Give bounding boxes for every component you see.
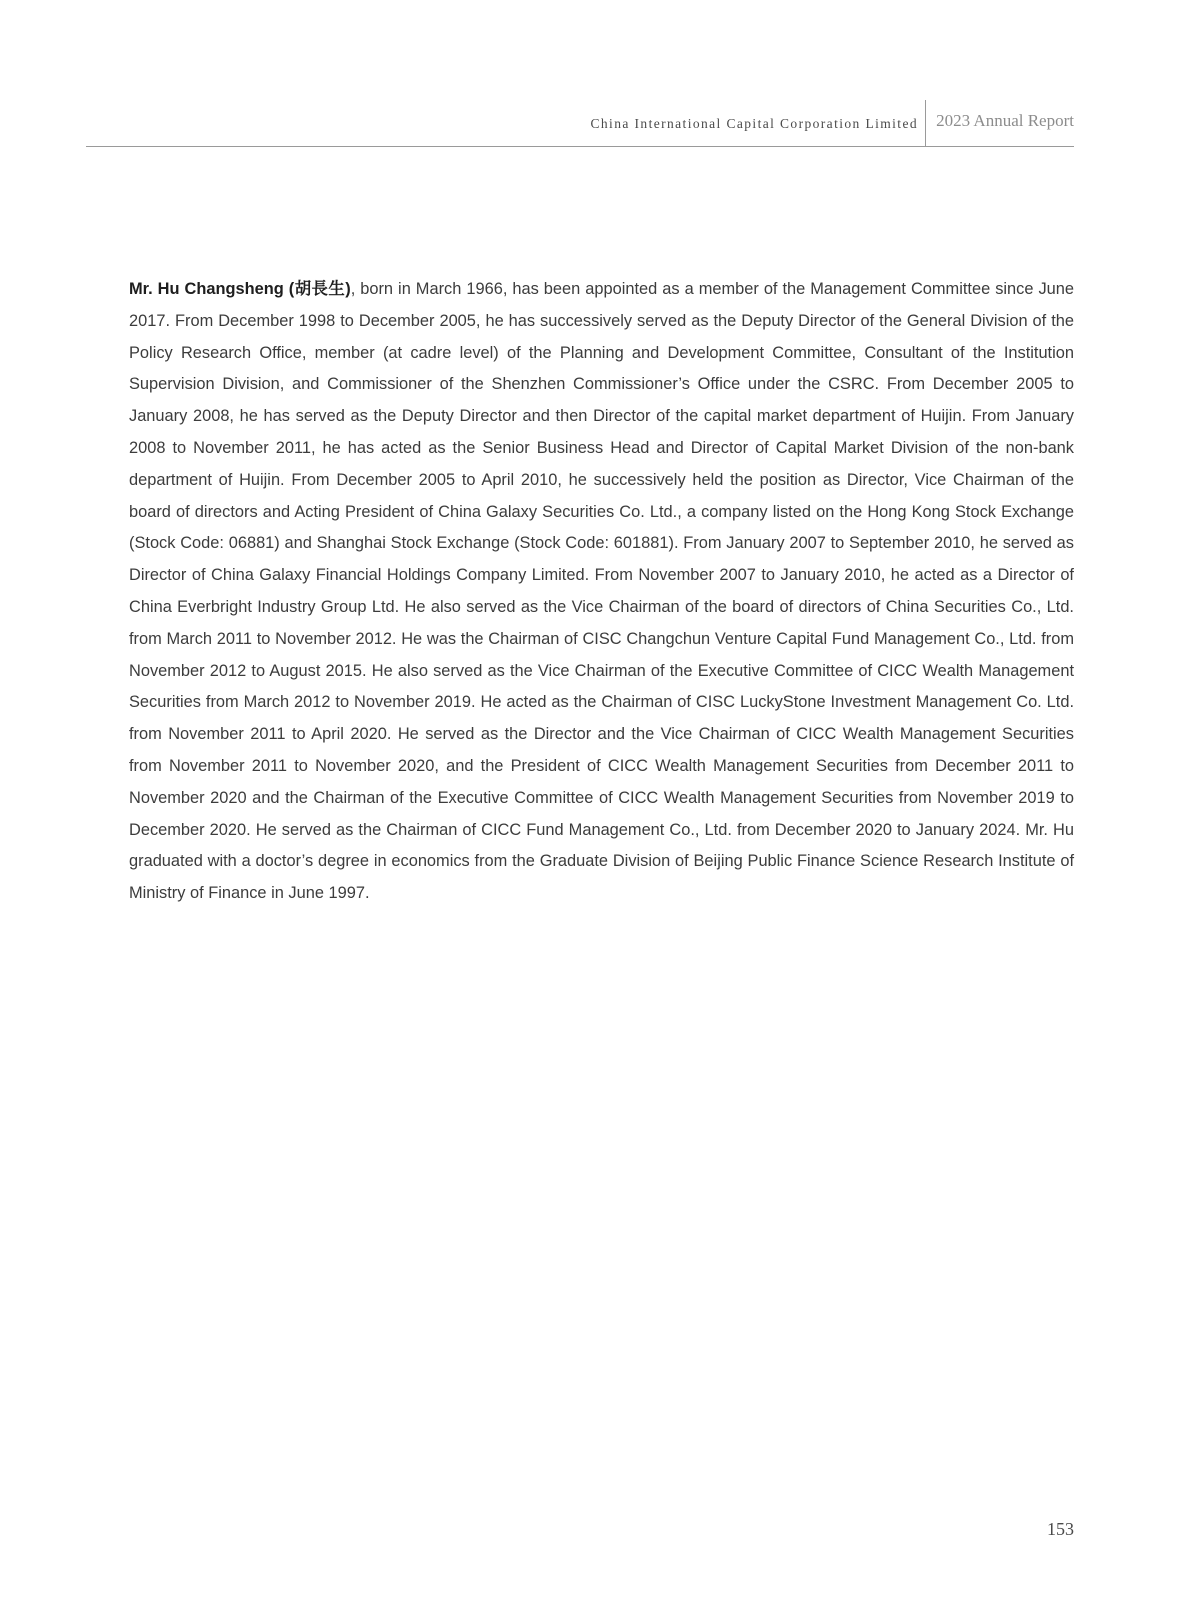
header-report-title: 2023 Annual Report — [936, 111, 1074, 130]
page-header — [86, 100, 1074, 147]
bio-text: , born in March 1966, has been appointed as a member of the Management Committee since June 2017. From December 1998 to December 2005, he has successively served as the Deputy Director of the General Division of the Policy Research Office, member (at cadre level) of the Planning and Development Committee, Consultant of the Institution Supervision Division, and Commissioner of the Shenzhen Commissioner’s Office under the CSRC. From December 2005 to January 2008, he has served as the Deputy Director and then Director of the capital market department of Huijin. From January 2008 to November 2011, he has acted as the Senior Business Head and Director of Capital Market Division of the non-bank department of Huijin. From December 2005 to April 2010, he successively held the position as Director, Vice Chairman of the board of directors and Acting President of China Galaxy Securities Co. Ltd., a company listed on the Hong Kong Stock Exchange (Stock Code: 06881) and Shanghai Stock Exchange (Stock Code: 601881). From January 2007 to September 2010, he served as Director of China Galaxy Financial Holdings Company Limited. From November 2007 to January 2010, he acted as a Director of China Everbright Industry Group Ltd. He also served as the Vice Chairman of the board of directors of China Securities Co., Ltd. from March 2011 to November 2012. He was the Chairman of CISC Changchun Venture Capital Fund Management Co., Ltd. from November 2012 to August 2015. He also served as the Vice Chairman of the Executive Committee of CICC Wealth Management Securities from March 2012 to November 2019. He acted as the Chairman of CISC LuckyStone Investment Management Co. Ltd. from November 2011 to April 2020. He served as the Director and the Vice Chairman of CICC Wealth Management Securities from November 2011 to November 2020, and the President of CICC Wealth Management Securities from December 2011 to November 2020 and the Chairman of the Executive Committee of CICC Wealth Management Securities from November 2019 to December 2020. He served as the Chairman of CICC Fund Management Co., Ltd. from December 2020 to January 2024. Mr. Hu graduated with a doctor’s degree in economics from the Graduate Division of Beijing Public Finance Science Research Institute of Ministry of Finance in June 1997. — [129, 280, 1074, 903]
bio-name: Mr. Hu Changsheng (胡長生) — [129, 280, 351, 298]
header-company-name: China International Capital Corporation Limited — [590, 116, 918, 131]
page-number: 153 — [1047, 1519, 1074, 1539]
header-divider — [925, 100, 926, 146]
biography-paragraph — [129, 274, 1074, 910]
